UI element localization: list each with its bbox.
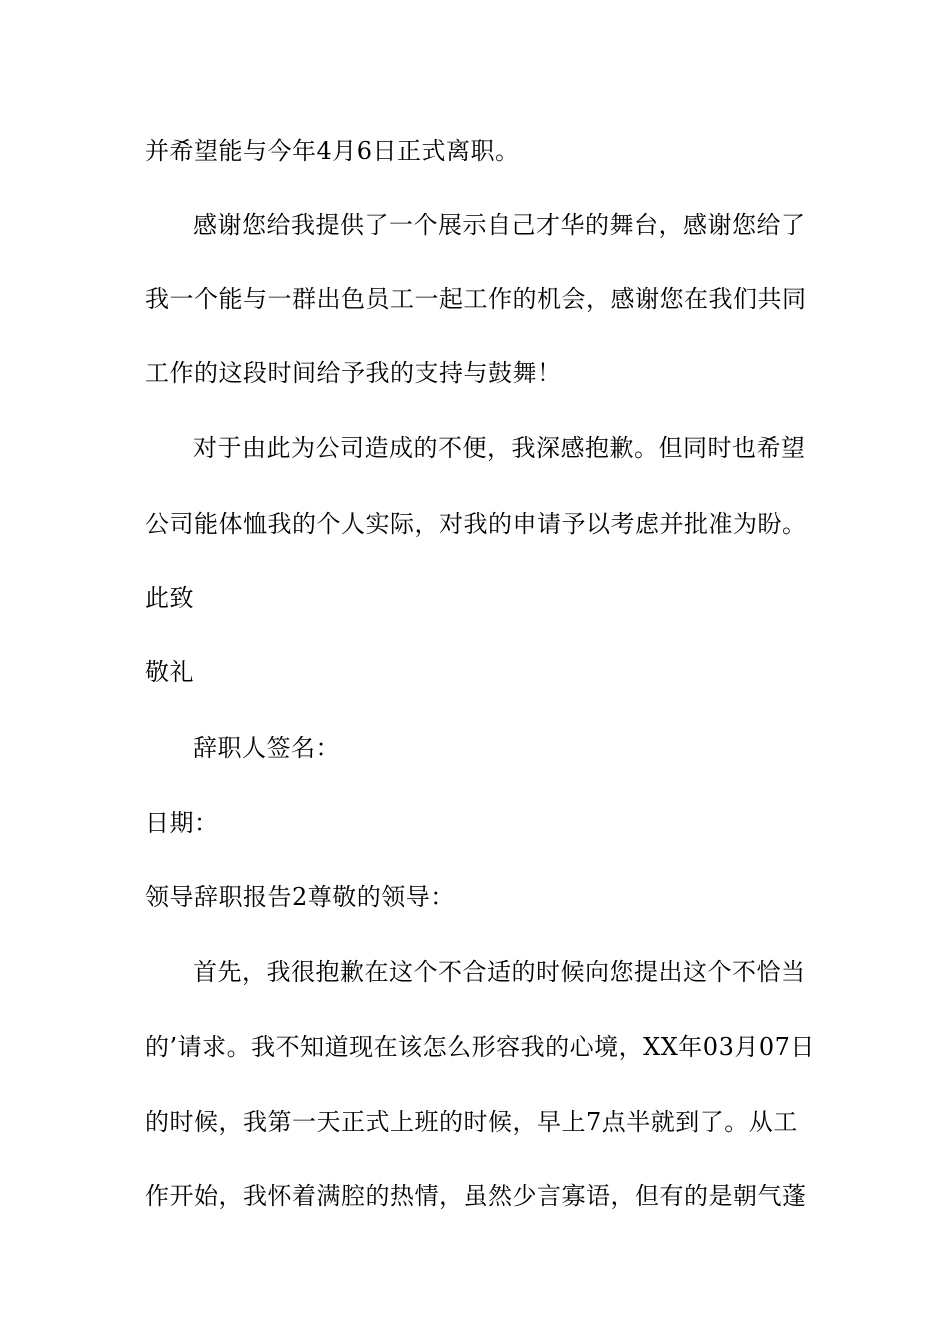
text-line: 首先，我很抱歉在这个不合适的时候向您提出这个不恰当 <box>193 958 806 986</box>
text-line: 工作的这段时间给予我的支持与鼓舞！ <box>145 359 562 387</box>
text-line: 我一个能与一群出色员工一起工作的机会，感谢您在我们共同 <box>145 285 807 313</box>
text-line: 对于由此为公司造成的不便，我深感抱歉。但同时也希望 <box>193 434 806 462</box>
date-label: 日期： <box>145 809 219 837</box>
text-line: 并希望能与今年4月6日正式离职。 <box>145 137 520 165</box>
text-line: 公司能体恤我的个人实际，对我的申请予以考虑并批准为盼。 <box>145 510 807 538</box>
closing-salutation: 此致 <box>145 584 194 612</box>
text-line: 作开始，我怀着满腔的热情，虽然少言寡语，但有的是朝气蓬 <box>145 1182 807 1210</box>
text-line: 的时候，我第一天正式上班的时候，早上7点半就到了。从工 <box>145 1108 798 1136</box>
closing-regards: 敬礼 <box>145 658 194 686</box>
text-line: 感谢您给我提供了一个展示自己才华的舞台，感谢您给了 <box>193 211 806 239</box>
section-heading: 领导辞职报告2尊敬的领导： <box>145 883 455 911</box>
signature-label: 辞职人签名： <box>193 734 340 762</box>
text-line: 的’请求。我不知道现在该怎么形容我的心境，XX年03月07日 <box>145 1033 815 1061</box>
